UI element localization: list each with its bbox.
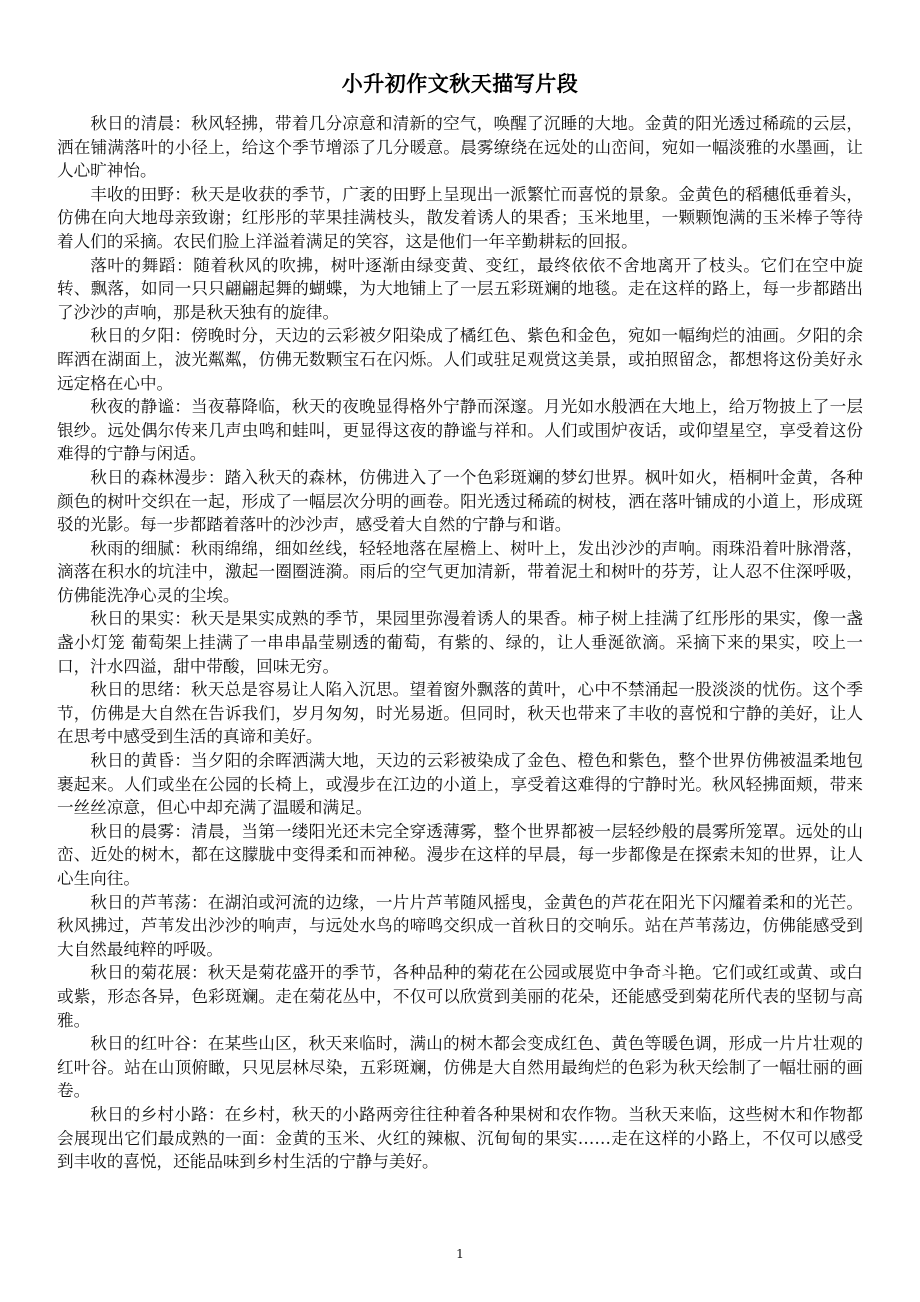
paragraph-chrysanthemum-show: 秋日的菊花展：秋天是菊花盛开的季节，各种品种的菊花在公园或展览中争奇斗艳。它们或红或黄、或白或紫，形态各异，色彩斑斓。走在菊花丛中，不仅可以欣赏到美丽的花朵，还能感受到菊花所代表的坚韧与高雅。 [57,963,863,1030]
paragraph-autumn-sunset: 秋日的夕阳：傍晚时分，天边的云彩被夕阳染成了橘红色、紫色和金色，宛如一幅绚烂的油画。夕阳的余晖洒在湖面上，波光粼粼，仿佛无数颗宝石在闪烁。人们或驻足观赏这美景，或拍照留念，都想将这份美好永远定格在心中。 [57,326,863,393]
paragraph-autumn-morning: 秋日的清晨：秋风轻拂，带着几分凉意和清新的空气，唤醒了沉睡的大地。金黄的阳光透过稀疏的云层，洒在铺满落叶的小径上，给这个季节增添了几分暖意。晨雾缭绕在远处的山峦间，宛如一幅淡雅的水墨画，让人心旷神怡。 [57,114,863,181]
paragraph-forest-walk: 秋日的森林漫步：踏入秋天的森林，仿佛进入了一个色彩斑斓的梦幻世界。枫叶如火，梧桐叶金黄，各种颜色的树叶交织在一起，形成了一幅层次分明的画卷。阳光透过稀疏的树枝，洒在落叶铺成的小道上，形成斑驳的光影。每一步都踏着落叶的沙沙声，感受着大自然的宁静与和谐。 [57,467,863,535]
paragraph-red-leaf-valley: 秋日的红叶谷：在某些山区，秋天来临时，满山的树木都会变成红色、黄色等暖色调，形成一片片壮观的红叶谷。站在山顶俯瞰，只见层林尽染，五彩斑斓，仿佛是大自然用最绚烂的色彩为秋天绘制了一幅壮丽的画卷。 [57,1034,863,1101]
page-number: 1 [456,1246,464,1261]
paragraph-autumn-night-quiet: 秋夜的静谧：当夜幕降临，秋天的夜晚显得格外宁静而深邃。月光如水般洒在大地上，给万物披上了一层银纱。远处偶尔传来几声虫鸣和蛙叫，更显得这夜的静谧与祥和。人们或围炉夜话，或仰望星空，享受着这份难得的宁静与闲适。 [57,397,863,464]
paragraph-autumn-thoughts: 秋日的思绪：秋天总是容易让人陷入沉思。望着窗外飘落的黄叶，心中不禁涌起一股淡淡的忧伤。这个季节，仿佛是大自然在告诉我们，岁月匆匆，时光易逝。但同时，秋天也带来了丰收的喜悦和宁静的美好，让人在思考中感受到生活的真谛和美好。 [57,680,863,747]
paragraph-falling-leaves-dance: 落叶的舞蹈：随着秋风的吹拂，树叶逐渐由绿变黄、变红，最终依依不舍地离开了枝头。它们在空中旋转、飘落，如同一只只翩翩起舞的蝴蝶，为大地铺上了一层五彩斑斓的地毯。走在这样的路上，每一步都踏出了沙沙的声响，那是秋天独有的旋律。 [57,255,863,322]
page-title: 小升初作文秋天描写片段 [341,72,579,96]
paragraph-autumn-rain: 秋雨的细腻：秋雨绵绵，细如丝线，轻轻地落在屋檐上、树叶上，发出沙沙的声响。雨珠沿着叶脉滑落，滴落在积水的坑洼中，激起一圈圈涟漪。雨后的空气更加清新，带着泥土和树叶的芬芳，让人忍不住深呼吸，仿佛能洗净心灵的尘埃。 [57,538,863,605]
paragraph-morning-mist: 秋日的晨雾：清晨，当第一缕阳光还未完全穿透薄雾，整个世界都被一层轻纱般的晨雾所笼罩。远处的山峦、近处的树木，都在这朦胧中变得柔和而神秘。漫步在这样的早晨，每一步都像是在探索未知的世界，让人心生向往。 [57,821,863,888]
paragraph-autumn-dusk: 秋日的黄昏：当夕阳的余晖洒满大地，天边的云彩被染成了金色、橙色和紫色，整个世界仿佛被温柔地包裹起来。人们或坐在公园的长椅上，或漫步在江边的小道上，享受着这难得的宁静时光。秋风轻拂面颊，带来一丝丝凉意，但心中却充满了温暖和满足。 [57,751,863,818]
paragraph-reed-marsh: 秋日的芦苇荡：在湖泊或河流的边缘，一片片芦苇随风摇曳，金黄色的芦花在阳光下闪耀着柔和的光芒。秋风拂过，芦苇发出沙沙的响声，与远处水鸟的啼鸣交织成一首秋日的交响乐。站在芦苇荡边，仿佛能感受到大自然最纯粹的呼吸。 [57,892,863,959]
paragraph-country-path: 秋日的乡村小路：在乡村，秋天的小路两旁往往种着各种果树和农作物。当秋天来临，这些树木和作物都会展现出它们最成熟的一面：金黄的玉米、火红的辣椒、沉甸甸的果实……走在这样的小路上，不仅可以感受到丰收的喜悦，还能品味到乡村生活的宁静与美好。 [57,1104,863,1172]
paragraph-harvest-fields: 丰收的田野：秋天是收获的季节，广袤的田野上呈现出一派繁忙而喜悦的景象。金黄色的稻穗低垂着头，仿佛在向大地母亲致谢；红彤彤的苹果挂满枝头，散发着诱人的果香；玉米地里，一颗颗饱满的玉米棒子等待着人们的采摘。农民们脸上洋溢着满足的笑容，这是他们一年辛勤耕耘的回报。 [57,184,863,251]
paragraph-autumn-fruits: 秋日的果实：秋天是果实成熟的季节，果园里弥漫着诱人的果香。柿子树上挂满了红彤彤的果实，像一盏盏小灯笼 葡萄架上挂满了一串串晶莹剔透的葡萄，有紫的、绿的，让人垂涎欲滴。采摘下来的果实，咬上一口，汁水四溢，甜中带酸，回味无穷。 [57,609,863,676]
document-body [57,112,863,1174]
